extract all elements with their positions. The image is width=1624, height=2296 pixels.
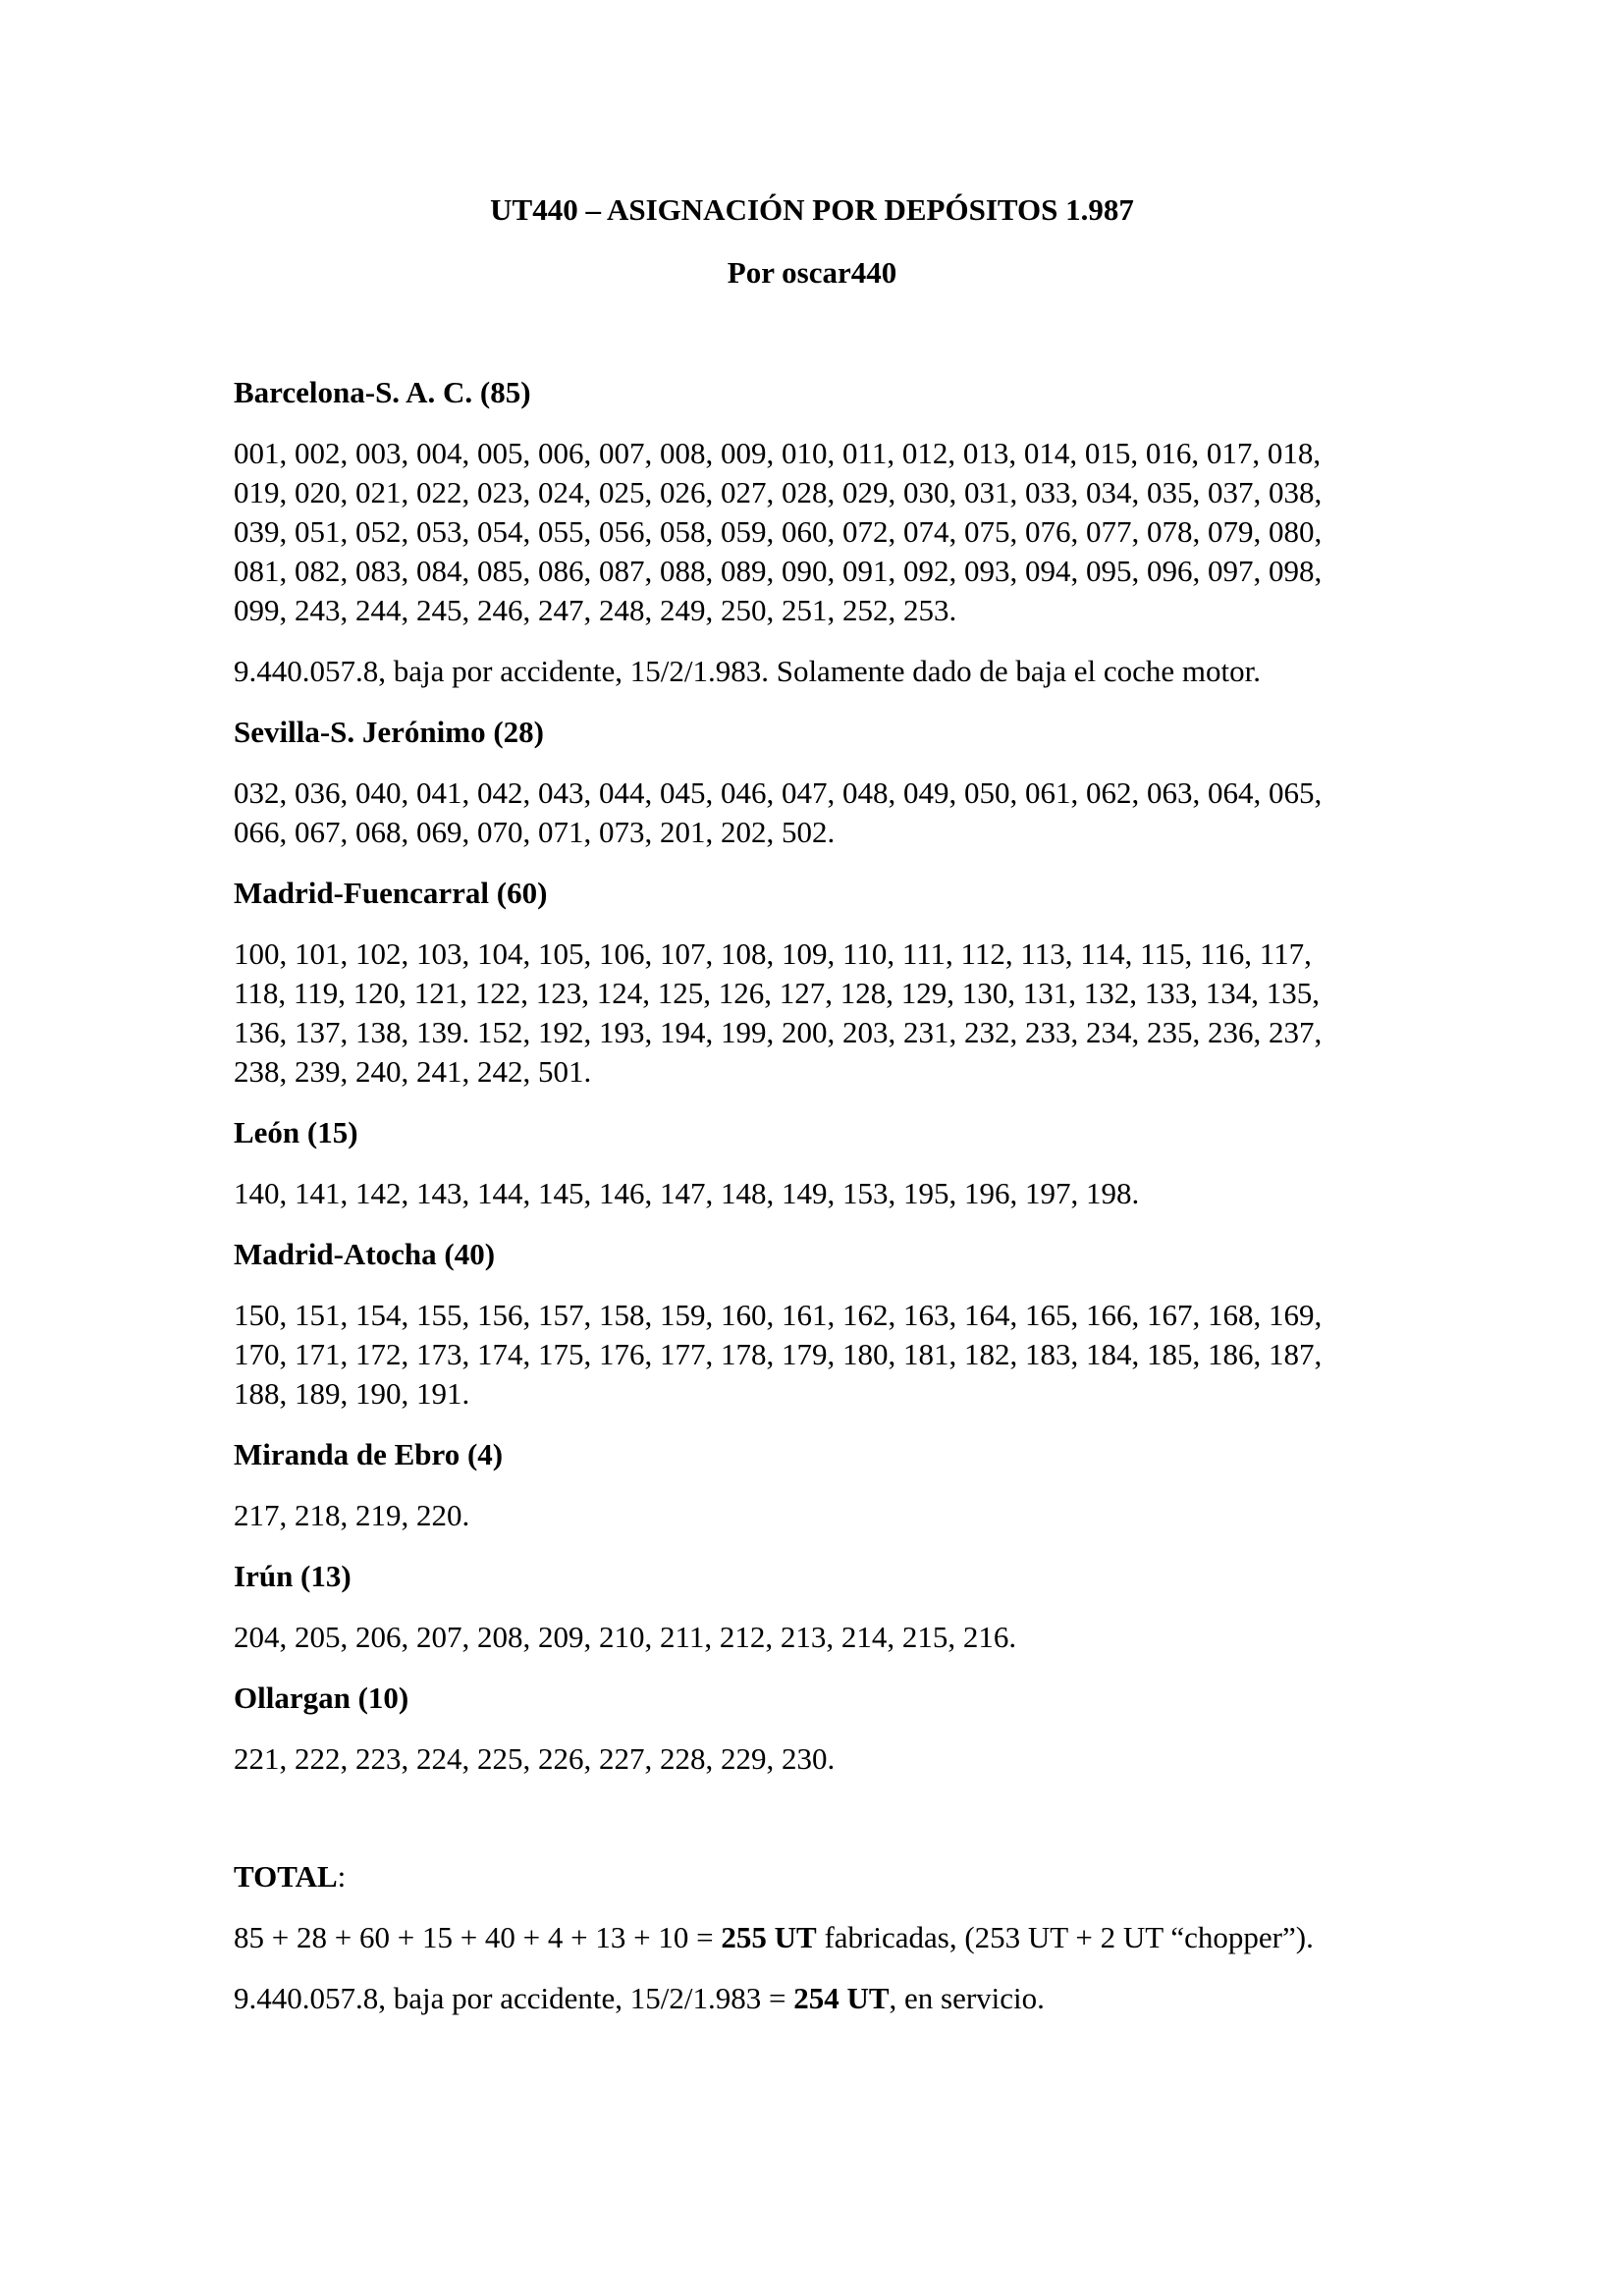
depot-section-madrid-fuencarral [234,874,1412,1092]
total-heading [234,1857,1412,1896]
document-page [234,192,1412,2040]
depot-units: 204, 205, 206, 207, 208, 209, 210, 211, 212, 213, 214, 215, 216. [234,1620,1017,1654]
depot-section-ollargan [234,1679,1412,1779]
total-sum-expr: 85 + 28 + 60 + 15 + 40 + 4 + 13 + 10 = [234,1920,722,1954]
total-service-line [234,1979,1412,2018]
depot-units: 150, 151, 154, 155, 156, 157, 158, 159, 160, 161, 162, 163, 164, 165, 166, 167, 168, 169, 170, 171, 172, 173, 174, 175, 176, 177, 178, 179, 180, 181, 182, 183, 184, 185, 186, 187, 188, 189, 190, 191. [234,1298,1323,1411]
total-section [234,1857,1412,2018]
total-service-value: 254 UT [793,1981,890,2015]
depot-units: 100, 101, 102, 103, 104, 105, 106, 107, 108, 109, 110, 111, 112, 113, 114, 115, 116, 117, 118, 119, 120, 121, 122, 123, 124, 125, 126, 127, 128, 129, 130, 131, 132, 133, 134, 135, 136, 137, 138, 139. 152, 192, 193, 194, 199, 200, 203, 231, 232, 233, 234, 235, 236, 237, 238, 239, 240, 241, 242, 501. [234,936,1323,1089]
total-service-rest: , en servicio. [889,1981,1045,2015]
depot-units: 032, 036, 040, 041, 042, 043, 044, 045, 046, 047, 048, 049, 050, 061, 062, 063, 064, 065, 066, 067, 068, 069, 070, 071, 073, 201, 202, 502. [234,775,1323,849]
depot-units: 221, 222, 223, 224, 225, 226, 227, 228, 229, 230. [234,1741,836,1776]
depot-units: 140, 141, 142, 143, 144, 145, 146, 147, 148, 149, 153, 195, 196, 197, 198. [234,1176,1140,1210]
depot-section-leon [234,1113,1412,1213]
depot-name: Barcelona-S. A. C. (85) [234,375,531,409]
depot-name: Sevilla-S. Jerónimo (28) [234,715,544,749]
depot-list [234,373,1412,1779]
depot-name: Madrid-Fuencarral (60) [234,876,548,910]
document-author: Por oscar440 [727,255,897,290]
depot-section-barcelona [234,373,1412,691]
document-title: UT440 – ASIGNACIÓN POR DEPÓSITOS 1.987 [490,192,1134,227]
total-colon: : [337,1859,347,1894]
depot-name: Miranda de Ebro (4) [234,1437,504,1471]
depot-units: 001, 002, 003, 004, 005, 006, 007, 008, 009, 010, 011, 012, 013, 014, 015, 016, 017, 018, 019, 020, 021, 022, 023, 024, 025, 026, 027, 028, 029, 030, 031, 033, 034, 035, 037, 038, 039, 051, 052, 053, 054, 055, 056, 058, 059, 060, 072, 074, 075, 076, 077, 078, 079, 080, 081, 082, 083, 084, 085, 086, 087, 088, 089, 090, 091, 092, 093, 094, 095, 096, 097, 098, 099, 243, 244, 245, 246, 247, 248, 249, 250, 251, 252, 253. [234,436,1323,627]
depot-section-irun [234,1557,1412,1657]
depot-section-miranda [234,1435,1412,1535]
depot-name: León (15) [234,1115,358,1149]
depot-units: 217, 218, 219, 220. [234,1498,470,1532]
depot-note: 9.440.057.8, baja por accidente, 15/2/1.983. Solamente dado de baja el coche motor. [234,654,1261,688]
depot-section-sevilla [234,713,1412,852]
total-sum-value: 255 UT [721,1920,817,1954]
total-sum-rest: fabricadas, (253 UT + 2 UT “chopper”). [816,1920,1314,1954]
depot-name: Madrid-Atocha (40) [234,1237,496,1271]
depot-section-madrid-atocha [234,1235,1412,1414]
total-sum-line [234,1918,1412,1957]
total-service-expr: 9.440.057.8, baja por accidente, 15/2/1.983 = [234,1981,794,2015]
depot-name: Ollargan (10) [234,1681,409,1715]
depot-name: Irún (13) [234,1559,352,1593]
total-label: TOTAL [234,1859,338,1894]
